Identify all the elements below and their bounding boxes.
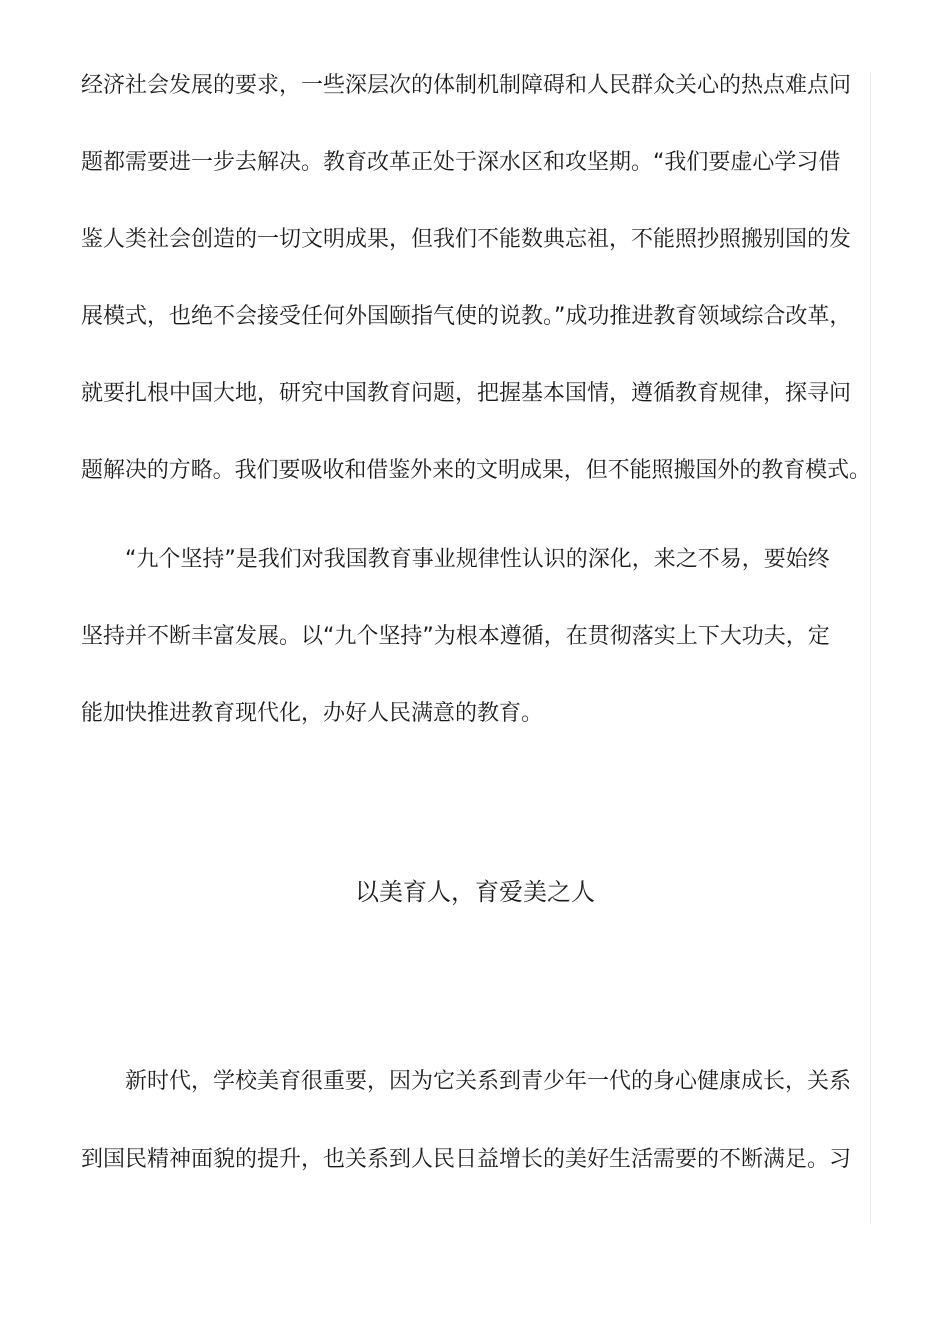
text-line: 题解决的方略。我们要吸收和借鉴外来的文明成果，但不能照搬国外的教育模式。	[81, 458, 872, 483]
text-line: 新时代，学校美育很重要，因为它关系到青少年一代的身心健康成长，关系	[125, 1069, 852, 1094]
section-title: 以美育人，育爱美之人	[355, 878, 595, 906]
text-line: 能加快推进教育现代化，办好人民满意的教育。	[81, 701, 544, 726]
text-line: 题都需要进一步去解决。教育改革正处于深水区和攻坚期。“我们要虚心学习借	[81, 150, 841, 175]
text-line: 鉴人类社会创造的一切文明成果，但我们不能数典忘祖，不能照抄照搬别国的发	[81, 227, 852, 252]
text-line: 展模式，也绝不会接受任何外国颐指气使的说教。”成功推进教育领域综合改革，	[81, 304, 852, 329]
text-line: 经济社会发展的要求，一些深层次的体制机制障碍和人民群众关心的热点难点问	[81, 73, 852, 98]
text-line: 到国民精神面貌的提升，也关系到人民日益增长的美好生活需要的不断满足。习	[81, 1147, 852, 1172]
text-line: 坚持并不断丰富发展。以“九个坚持”为根本遵循，在贯彻落实上下大功夫，定	[81, 624, 830, 649]
text-line: “九个坚持”是我们对我国教育事业规律性认识的深化，来之不易，要始终	[125, 547, 830, 572]
text-line: 就要扎根中国大地，研究中国教育问题，把握基本国情，遵循教育规律，探寻问	[81, 381, 852, 406]
